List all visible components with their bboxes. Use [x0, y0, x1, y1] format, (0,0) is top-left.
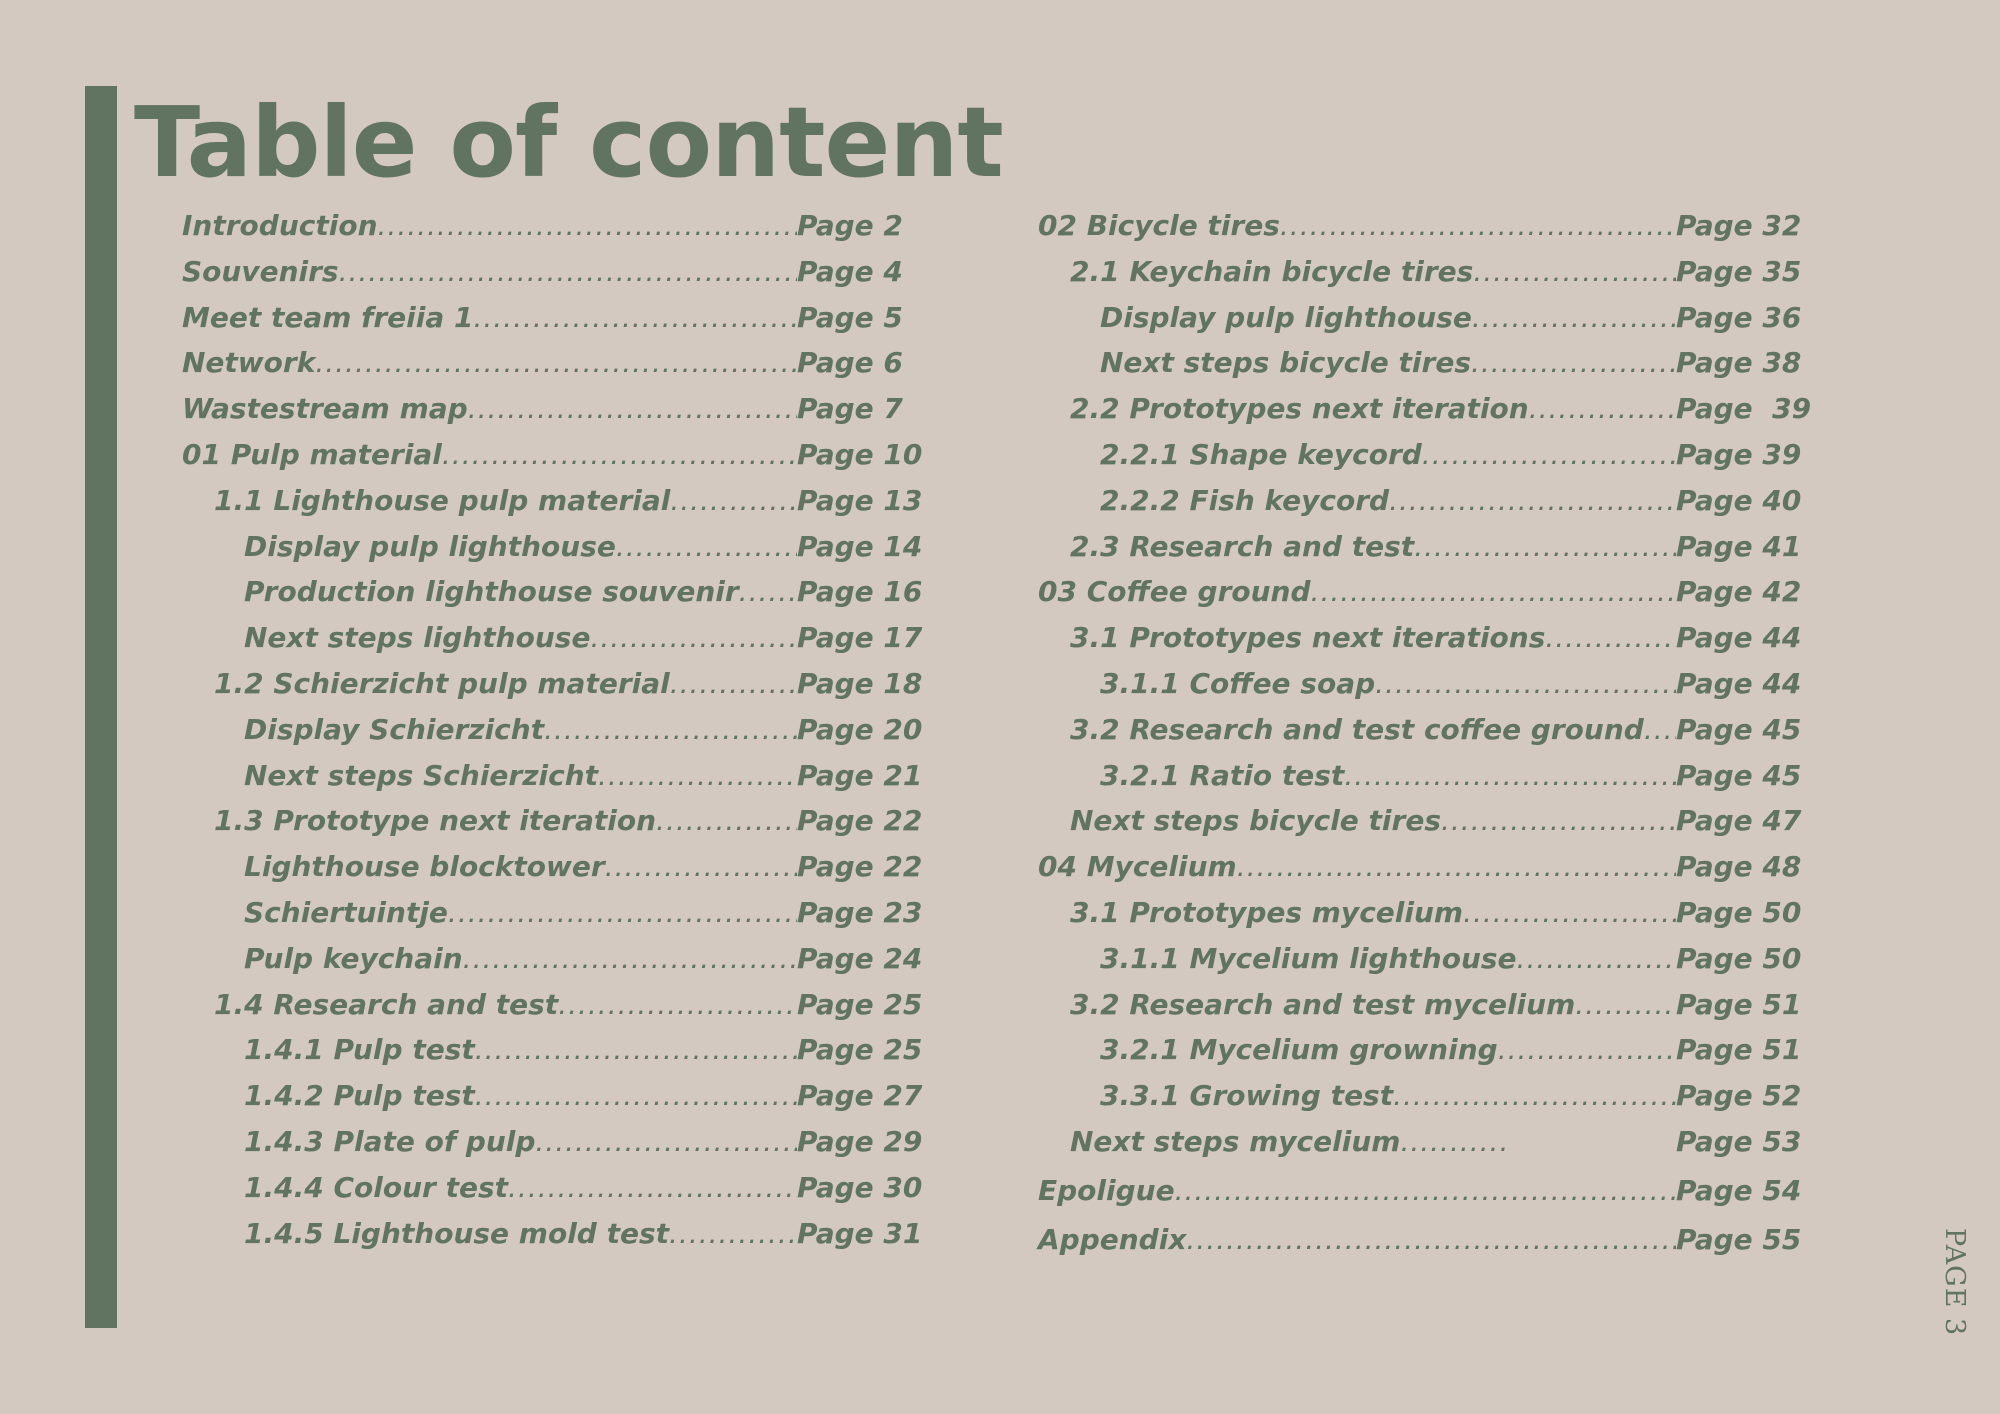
dot-leader: [1463, 890, 1676, 936]
toc-entry[interactable]: [1038, 707, 1818, 753]
dot-leader: [598, 753, 797, 799]
toc-entry-page: Page 44: [1676, 666, 1802, 700]
dot-leader: [669, 1211, 797, 1257]
toc-entry-title: 1.4.3 Plate of pulp: [244, 1124, 536, 1158]
toc-entry-page: Page 39: [1676, 392, 1812, 426]
toc-entry-page: Page 25: [797, 1033, 923, 1067]
dot-leader: [1393, 1073, 1676, 1119]
toc-entry[interactable]: [182, 1027, 922, 1073]
toc-entry-title: 2.2.1 Shape keycord: [1100, 437, 1422, 471]
toc-entry[interactable]: [182, 432, 922, 478]
dot-leader: [544, 707, 797, 753]
toc-entry[interactable]: [182, 1119, 922, 1165]
toc-left-column: [182, 203, 922, 1256]
toc-entry-page: Page 29: [797, 1124, 923, 1158]
toc-entry-page: Page 5: [797, 300, 903, 334]
dot-leader: [1644, 707, 1676, 753]
dot-leader: [1472, 295, 1676, 341]
toc-entry[interactable]: [182, 569, 922, 615]
toc-entry-title: 1.4.2 Pulp test: [244, 1079, 475, 1113]
toc-entry-title: Epoligue: [1038, 1173, 1175, 1207]
dot-leader: [558, 982, 797, 1028]
dot-leader: [1498, 1027, 1676, 1073]
toc-entry[interactable]: [1038, 753, 1818, 799]
page-title: Table of content: [134, 86, 1003, 199]
toc-entry[interactable]: [182, 249, 922, 295]
toc-entry-title: Network: [182, 346, 316, 380]
dot-leader: [1400, 1119, 1510, 1165]
toc-entry[interactable]: [182, 1165, 922, 1211]
toc-entry-page: Page 51: [1676, 1033, 1802, 1067]
toc-entry-page: Page 55: [1676, 1222, 1802, 1256]
toc-entry-page: Page 25: [797, 987, 923, 1021]
toc-entry[interactable]: [1038, 340, 1818, 386]
toc-entry-page: Page 6: [797, 346, 903, 380]
toc-entry-title: Introduction: [182, 209, 378, 242]
toc-entry-title: Wastestream map: [182, 392, 468, 426]
dot-leader: [616, 524, 797, 570]
dot-leader: [1422, 432, 1676, 478]
toc-entry[interactable]: [182, 386, 922, 432]
toc-entry-title: 3.3.1 Growing test: [1100, 1079, 1394, 1113]
dot-leader: [1473, 249, 1676, 295]
toc-entry-page: Page 44: [1676, 621, 1802, 655]
dot-leader: [468, 386, 797, 432]
dot-leader: [1344, 753, 1676, 799]
toc-entry-page: Page 38: [1676, 346, 1802, 380]
toc-entry[interactable]: [1038, 798, 1818, 844]
toc-entry-page: Page 32: [1676, 209, 1802, 242]
toc-entry[interactable]: [182, 936, 922, 982]
toc-entry-title: Next steps Schierzicht: [244, 758, 599, 792]
accent-bar: [85, 86, 117, 1328]
dot-leader: [339, 249, 797, 295]
toc-entry-title: 1.4 Research and test: [214, 987, 559, 1021]
toc-entry[interactable]: [1038, 661, 1818, 707]
dot-leader: [1237, 844, 1676, 890]
toc-entry-title: Schiertuintje: [244, 895, 448, 929]
dot-leader: [1441, 798, 1676, 844]
toc-entry[interactable]: [182, 844, 922, 890]
dot-leader: [670, 478, 797, 524]
toc-entry-title: 1.4.5 Lighthouse mold test: [244, 1216, 670, 1250]
page-number: PAGE 3: [1939, 1228, 1970, 1337]
toc-entry-page: Page 45: [1676, 758, 1802, 792]
toc-entry-title: Production lighthouse souvenir: [244, 575, 739, 609]
toc-entry[interactable]: [182, 1073, 922, 1119]
toc-entry[interactable]: [1038, 478, 1818, 524]
toc-entry-page: Page 22: [797, 804, 923, 838]
dot-leader: [1471, 340, 1676, 386]
toc-entry[interactable]: [1038, 890, 1818, 936]
toc-entry[interactable]: [1038, 844, 1818, 890]
dot-leader: [1311, 569, 1676, 615]
dot-leader: [508, 1165, 797, 1211]
toc-entry[interactable]: [1038, 295, 1818, 341]
dot-leader: [1389, 478, 1676, 524]
toc-entry[interactable]: [1038, 1119, 1818, 1165]
toc-entry-title: Next steps bicycle tires: [1070, 804, 1441, 838]
toc-entry[interactable]: [182, 295, 922, 341]
dot-leader: [739, 569, 797, 615]
toc-entry[interactable]: [1038, 982, 1818, 1028]
toc-entry-title: 2.2.2 Fish keycord: [1100, 483, 1390, 517]
toc-entry-page: Page 42: [1676, 575, 1802, 609]
toc-entry[interactable]: [182, 478, 922, 524]
toc-entry-title: Display pulp lighthouse: [244, 529, 616, 563]
toc-entry-title: 3.1.1 Mycelium lighthouse: [1100, 941, 1517, 975]
dot-leader: [475, 1073, 797, 1119]
toc-entry-page: Page 48: [1676, 850, 1802, 884]
toc-entry-page: Page 2: [797, 209, 903, 242]
dot-leader: [670, 661, 797, 707]
toc-entry[interactable]: [1038, 1073, 1818, 1119]
dot-leader: [475, 1027, 797, 1073]
dot-leader: [1375, 661, 1676, 707]
dot-leader: [378, 203, 797, 249]
toc-entry[interactable]: [182, 707, 922, 753]
toc-entry-page: Page 47: [1676, 804, 1802, 838]
toc-entry[interactable]: [1038, 386, 1818, 432]
toc-entry-title: 1.3 Prototype next iteration: [214, 804, 657, 838]
toc-entry-title: 3.1.1 Coffee soap: [1100, 666, 1376, 700]
toc-entry[interactable]: [1038, 432, 1818, 478]
toc-entry[interactable]: [1038, 1168, 1818, 1214]
toc-entry-page: Page 21: [797, 758, 923, 792]
toc-entry-page: Page 40: [1676, 483, 1802, 517]
toc-entry-title: 04 Mycelium: [1038, 850, 1237, 884]
toc-entry[interactable]: [182, 753, 922, 799]
toc-entry-page: Page 53: [1676, 1124, 1802, 1158]
toc-entry-page: Page 39: [1676, 437, 1802, 471]
toc-entry-title: 3.1 Prototypes next iterations: [1070, 621, 1546, 655]
toc-entry-title: Appendix: [1038, 1222, 1187, 1256]
toc-entry-page: Page 36: [1676, 300, 1802, 334]
dot-leader: [1575, 982, 1676, 1028]
dot-leader: [1175, 1168, 1676, 1214]
toc-entry-title: Next steps lighthouse: [244, 621, 591, 655]
toc-entry-title: Next steps bicycle tires: [1100, 346, 1471, 380]
toc-entry-title: 1.4.4 Colour test: [244, 1170, 509, 1204]
toc-entry-title: Lighthouse blocktower: [244, 850, 605, 884]
toc-entry-title: 01 Pulp material: [182, 437, 442, 471]
toc-entry-page: Page 35: [1676, 254, 1802, 288]
toc-entry-title: 3.2 Research and test mycelium: [1070, 987, 1576, 1021]
toc-entry-title: 3.2.1 Mycelium growning: [1100, 1033, 1498, 1067]
toc-entry-page: Page 52: [1676, 1079, 1802, 1113]
toc-entry[interactable]: [182, 615, 922, 661]
toc-entry-title: 1.1 Lighthouse pulp material: [214, 483, 671, 517]
toc-entry-page: Page 23: [797, 895, 923, 929]
toc-entry-title: 2.1 Keychain bicycle tires: [1070, 254, 1474, 288]
toc-entry[interactable]: [1038, 569, 1818, 615]
dot-leader: [1414, 524, 1676, 570]
toc-entry-title: Souvenirs: [182, 254, 339, 288]
dot-leader: [463, 936, 797, 982]
toc-entry-page: Page 14: [797, 529, 923, 563]
toc-entry-page: Page 4: [797, 254, 903, 288]
toc-entry[interactable]: [182, 890, 922, 936]
toc-entry[interactable]: [1038, 203, 1818, 249]
toc-entry-page: Page 10: [797, 437, 923, 471]
toc-entry[interactable]: [1038, 524, 1818, 570]
toc-entry-page: Page 22: [797, 850, 923, 884]
toc-entry-page: Page 54: [1676, 1173, 1802, 1207]
toc-entry-page: Page 51: [1676, 987, 1802, 1021]
toc-entry-title: Display Schierzicht: [244, 712, 545, 746]
toc-entry-title: 03 Coffee ground: [1038, 575, 1311, 609]
toc-entry[interactable]: [1038, 936, 1818, 982]
toc-entry-title: Next steps mycelium: [1070, 1124, 1401, 1158]
dot-leader: [1186, 1217, 1676, 1263]
toc-entry[interactable]: [182, 340, 922, 386]
toc-entry-title: 3.2 Research and test coffee ground: [1070, 712, 1644, 746]
toc-entry-page: Page 50: [1676, 895, 1802, 929]
toc-entry-page: Page 24: [797, 941, 923, 975]
dot-leader: [535, 1119, 797, 1165]
toc-entry-page: Page 27: [797, 1079, 923, 1113]
dot-leader: [1517, 936, 1676, 982]
toc-entry-page: Page 7: [797, 392, 903, 426]
toc-entry[interactable]: [182, 524, 922, 570]
toc-entry[interactable]: [182, 982, 922, 1028]
toc-entry[interactable]: [1038, 249, 1818, 295]
dot-leader: [1280, 203, 1676, 249]
dot-leader: [448, 890, 797, 936]
dot-leader: [473, 295, 797, 341]
dot-leader: [315, 340, 797, 386]
toc-entry-page: Page 30: [797, 1170, 923, 1204]
toc-entry-page: Page 41: [1676, 529, 1802, 563]
toc-entry-page: Page 50: [1676, 941, 1802, 975]
toc-entry[interactable]: [1038, 1027, 1818, 1073]
toc-entry-page: Page 16: [797, 575, 923, 609]
toc-entry-title: 2.2 Prototypes next iteration: [1070, 392, 1529, 426]
toc-entry-page: Page 18: [797, 666, 923, 700]
toc-entry-title: 2.3 Research and test: [1070, 529, 1415, 563]
toc-entry-page: Page 13: [797, 483, 923, 517]
dot-leader: [590, 615, 797, 661]
toc-entry-page: Page 17: [797, 621, 923, 655]
toc-entry-title: 3.1 Prototypes mycelium: [1070, 895, 1464, 929]
dot-leader: [1529, 386, 1676, 432]
dot-leader: [656, 798, 797, 844]
toc-entry-title: Pulp keychain: [244, 941, 463, 975]
toc-entry[interactable]: [182, 203, 922, 249]
toc-entry-title: 02 Bicycle tires: [1038, 209, 1280, 242]
dot-leader: [442, 432, 797, 478]
toc-entry-title: 1.4.1 Pulp test: [244, 1033, 475, 1067]
toc-entry-title: 1.2 Schierzicht pulp material: [214, 666, 670, 700]
toc-entry-page: Page 45: [1676, 712, 1802, 746]
toc-entry[interactable]: [182, 798, 922, 844]
dot-leader: [605, 844, 797, 890]
toc-entry-title: Display pulp lighthouse: [1100, 300, 1472, 334]
toc-entry[interactable]: [182, 1211, 922, 1257]
toc-entry[interactable]: [1038, 1217, 1818, 1263]
toc-right-column: [1038, 203, 1818, 1262]
dot-leader: [1545, 615, 1676, 661]
toc-entry[interactable]: [182, 661, 922, 707]
toc-entry-title: 3.2.1 Ratio test: [1100, 758, 1345, 792]
toc-entry-page: Page 20: [797, 712, 923, 746]
toc-entry-title: Meet team freiia 1: [182, 300, 474, 334]
toc-entry[interactable]: [1038, 615, 1818, 661]
toc-entry-page: Page 31: [797, 1216, 923, 1250]
